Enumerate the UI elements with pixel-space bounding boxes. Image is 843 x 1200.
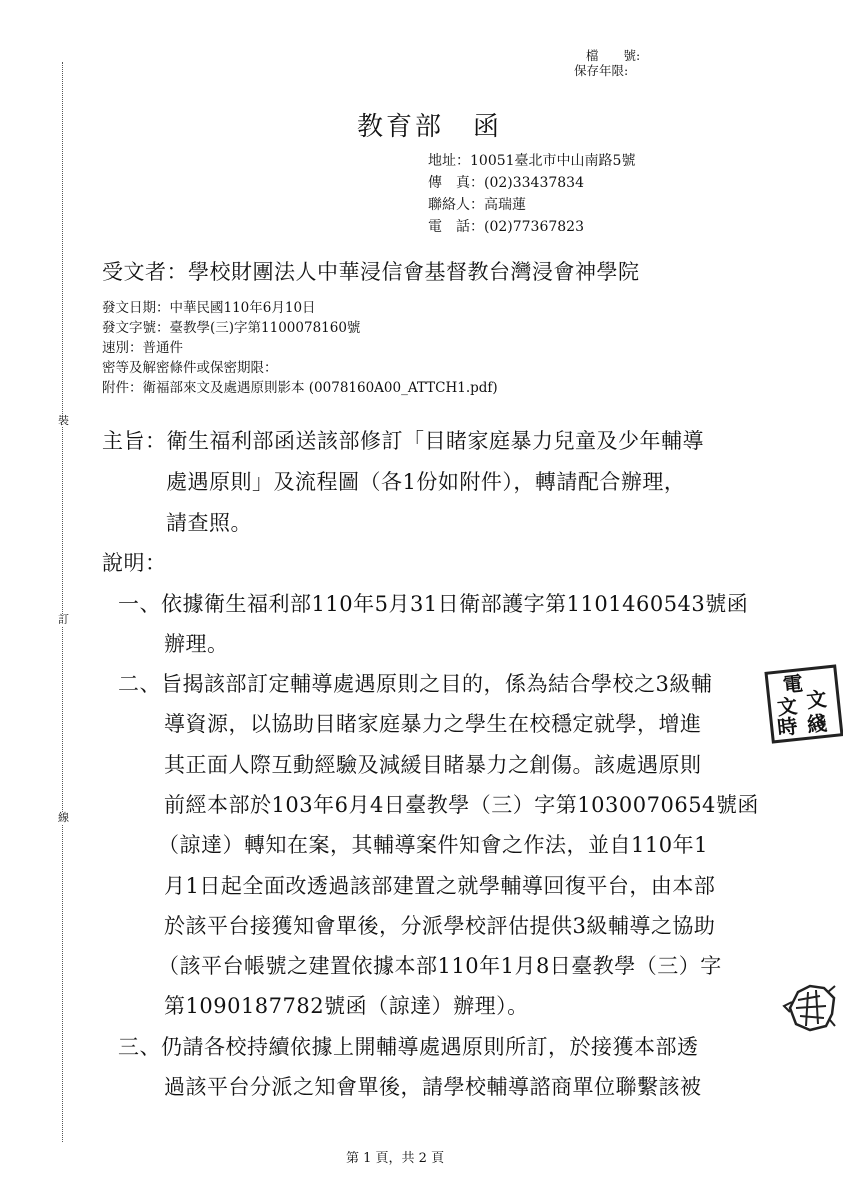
document-title: 教育部 函 bbox=[357, 112, 503, 142]
delivery-speed: 速別：普通件 bbox=[102, 340, 183, 356]
explanation-item-2-line-9: 第1090187782號函（諒達）辦理）。 bbox=[164, 994, 529, 1018]
explanation-label: 說明： bbox=[102, 551, 167, 575]
received-stamp bbox=[764, 664, 843, 743]
page-number: 第 1 頁，共 2 頁 bbox=[346, 1151, 445, 1166]
retention-period: 保存年限: bbox=[574, 63, 629, 78]
attachment: 附件：衛福部來文及處遇原則影本 (0078160A00_ATTCH1.pdf) bbox=[102, 380, 498, 396]
explanation-item-2-line-5: （諒達）轉知在案，其輔導案件知會之作法，並自110年1 bbox=[158, 833, 708, 857]
explanation-item-2-line-7: 於該平台接獲知會單後，分派學校評估提供3級輔導之協助 bbox=[164, 914, 716, 938]
issue-number: 發文字號：臺教學(三)字第1100078160號 bbox=[102, 320, 361, 336]
explanation-item-2-line-8: （該平台帳號之建置依據本部110年1月8日臺教學（三）字 bbox=[158, 954, 722, 978]
explanation-item-2-line-6: 月1日起全面改透過該部建置之就學輔導回復平台，由本部 bbox=[164, 874, 716, 898]
contact-phone: 電 話：(02)77367823 bbox=[428, 219, 584, 235]
stamp-char-5: 綫 bbox=[805, 710, 829, 737]
issue-date: 發文日期：中華民國110年6月10日 bbox=[102, 300, 316, 316]
secrecy-level: 密等及解密條件或保密期限： bbox=[102, 360, 278, 376]
meta-block bbox=[102, 298, 498, 398]
explanation-item-2-line-2: 導資源，以協助目睹家庭暴力之學生在校穩定就學，增進 bbox=[164, 712, 702, 736]
contact-person: 聯絡人：高瑞蓮 bbox=[428, 197, 526, 213]
explanation-item-3-line-2: 過該平台分派之知會單後，請學校輔導諮商單位聯繫該被 bbox=[164, 1075, 702, 1099]
official-seal-fragment bbox=[780, 978, 836, 1034]
explanation-item-3-line-1: 三、仍請各校持續依據上開輔導處遇原則所訂，於接獲本部透 bbox=[118, 1035, 699, 1059]
binding-dotted-line bbox=[62, 62, 63, 1142]
explanation-item-1-line-2: 辦理。 bbox=[164, 632, 229, 656]
explanation-item-2-line-4: 前經本部於103年6月4日臺教學（三）字第1030070654號函 bbox=[164, 793, 759, 817]
binding-mark-bottom: 線 bbox=[58, 811, 69, 824]
contact-fax: 傳 真：(02)33437834 bbox=[428, 175, 584, 191]
binding-mark-middle: 訂 bbox=[58, 613, 69, 626]
binding-mark-top: 裝 bbox=[58, 414, 69, 427]
subject-line-1: 主旨：衛生福利部函送該部修訂「目睹家庭暴力兒童及少年輔導 bbox=[102, 429, 704, 453]
contact-address: 地址：10051臺北市中山南路5號 bbox=[428, 153, 636, 169]
recipient: 受文者：學校財團法人中華浸信會基督教台灣浸會神學院 bbox=[102, 260, 640, 284]
contact-block bbox=[428, 150, 635, 238]
explanation-item-2-line-1: 二、旨揭該部訂定輔導處遇原則之目的，係為結合學校之3級輔 bbox=[118, 672, 713, 696]
stamp-char-2: 文 bbox=[805, 686, 828, 713]
stamp-char-4: 時 bbox=[776, 713, 799, 740]
archive-number: 檔 號: bbox=[586, 48, 641, 63]
subject-line-2: 處遇原則」及流程圖（各1份如附件），轉請配合辦理， bbox=[166, 470, 686, 494]
explanation-item-1-line-1: 一、依據衛生福利部110年5月31日衛部護字第1101460543號函 bbox=[118, 592, 749, 616]
subject-line-3: 請查照。 bbox=[166, 511, 252, 535]
stamp-char-3: 文 bbox=[775, 693, 799, 720]
stamp-char-1: 電 bbox=[781, 671, 805, 698]
explanation-item-2-line-3: 其正面人際互動經驗及減緩目睹暴力之創傷。該處遇原則 bbox=[164, 753, 702, 777]
